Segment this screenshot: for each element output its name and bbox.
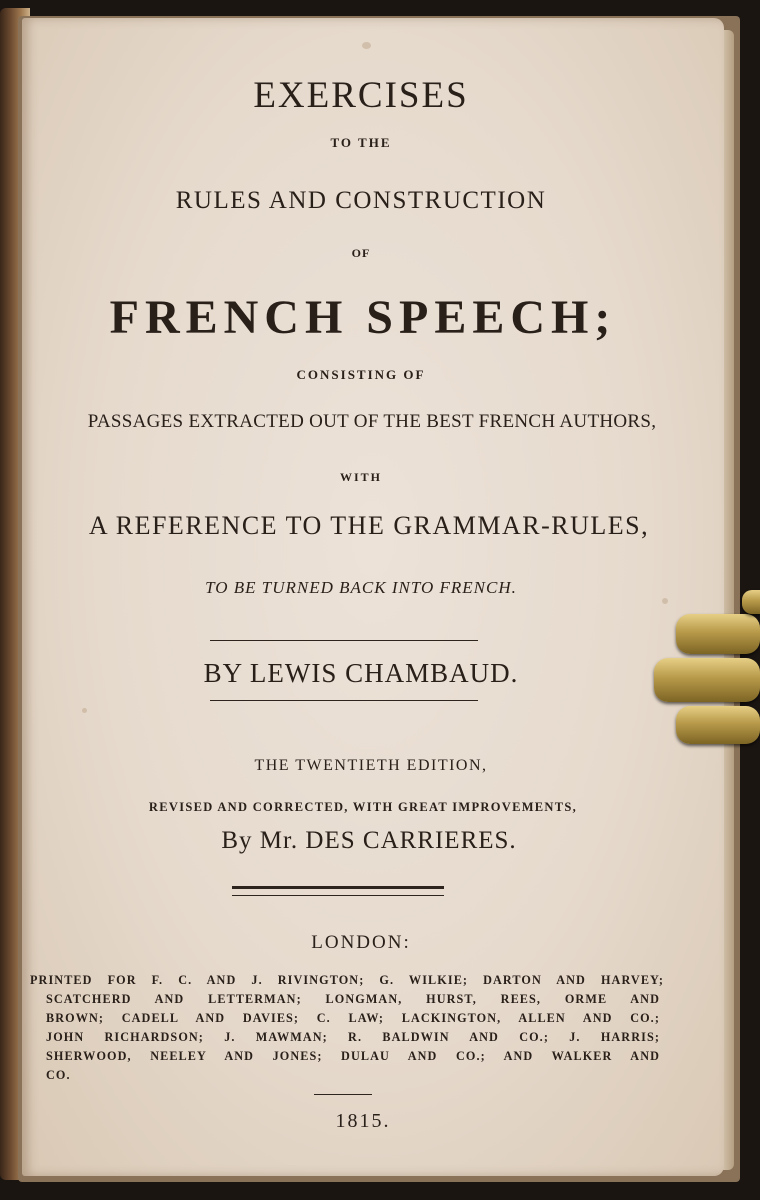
rule-above-year [314, 1094, 372, 1095]
double-rule-thin [232, 895, 444, 896]
imprint-line: SHERWOOD, NEELEY AND JONES; DULAU AND CO.; AND WALKER AND [46, 1049, 660, 1063]
subtitle-consisting: CONSISTING OF [296, 367, 426, 382]
imprint-line: BROWN; CADELL AND DAVIES; C. LAW; LACKINGTON, ALLEN AND CO.; [46, 1011, 660, 1025]
rule-below-author [210, 700, 478, 701]
foxing-spot [662, 598, 668, 604]
imprint-place: LONDON: [311, 932, 411, 953]
publication-year: 1815. [335, 1110, 391, 1132]
double-rule-thick [232, 886, 444, 889]
main-title: FRENCH SPEECH; [109, 291, 617, 344]
subtitle-of: OF [351, 246, 371, 260]
edition-line: THE TWENTIETH EDITION, [254, 757, 488, 774]
brass-clasp-upper [676, 614, 760, 654]
imprint-line: PRINTED FOR F. C. AND J. RIVINGTON; G. WILKIE; DARTON AND HARVEY; [30, 973, 664, 987]
subtitle-passages: PASSAGES EXTRACTED OUT OF THE BEST FRENCH AUTHORS, [87, 411, 657, 432]
subtitle-with: WITH [339, 470, 382, 484]
title: EXERCISES [253, 75, 469, 116]
imprint-line: JOHN RICHARDSON; J. MAWMAN; R. BALDWIN AND CO.; J. HARRIS; [46, 1030, 660, 1044]
rule-above-author [210, 640, 478, 641]
brass-clasp-lower [676, 706, 760, 744]
brass-clasp-tip [742, 590, 760, 614]
reviser-line: By Mr. DES CARRIERES. [221, 827, 517, 854]
title-page [22, 18, 724, 1176]
imprint-line: SCATCHERD AND LETTERMAN; LONGMAN, HURST, REES, ORME AND [46, 992, 660, 1006]
foxing-spot [82, 708, 87, 713]
author-line: BY LEWIS CHAMBAUD. [203, 658, 519, 688]
subtitle-rules: RULES AND CONSTRUCTION [175, 187, 547, 214]
brass-clasp-middle [654, 658, 760, 702]
foxing-spot [362, 42, 371, 49]
subtitle-to-the: TO THE [330, 135, 392, 150]
imprint-line: CO. [46, 1068, 71, 1082]
revised-line: REVISED AND CORRECTED, WITH GREAT IMPROVEMENTS, [148, 800, 578, 814]
subtitle-reference: A REFERENCE TO THE GRAMMAR-RULES, [88, 511, 650, 540]
subtitle-turned-back: TO BE TURNED BACK INTO FRENCH. [205, 578, 517, 597]
